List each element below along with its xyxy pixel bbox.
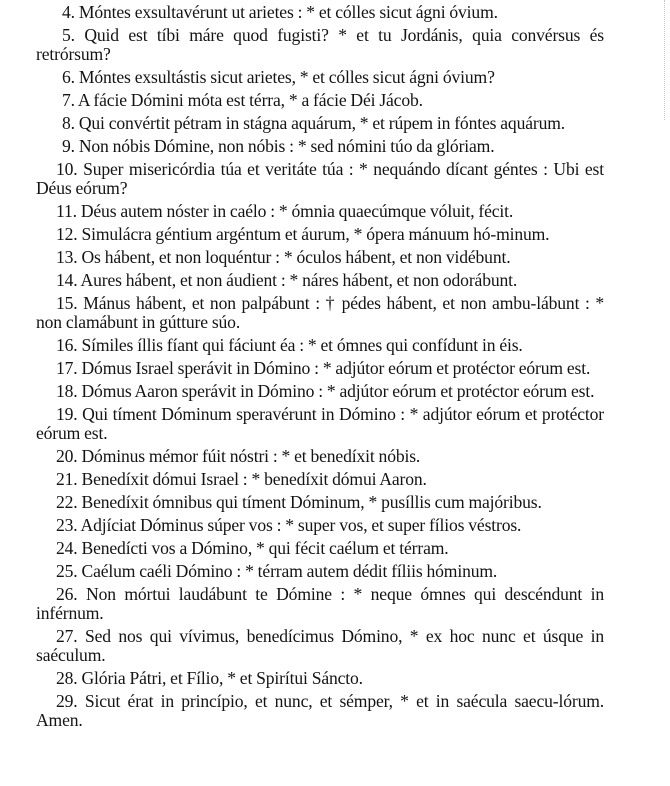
verse-11	[36, 202, 604, 221]
verse-12	[36, 225, 604, 244]
verse-text: Super misericórdia túa et veritáte túa : * nequándo dícant géntes : Ubi est Déus eórum?	[36, 159, 604, 198]
verse-text: Qui tíment Dóminum speravérunt in Dómino : * adjútor eórum et protéctor eórum est.	[36, 404, 604, 443]
verse-8	[36, 114, 604, 133]
verse-17	[36, 359, 604, 378]
verse-27	[36, 627, 604, 665]
verse-number: 28.	[56, 668, 78, 688]
verse-number: 11.	[56, 201, 77, 221]
verse-number: 18.	[56, 381, 78, 401]
verse-text: A fácie Dómini móta est térra, * a fácie Déi Jácob.	[77, 90, 423, 110]
verse-19	[36, 405, 604, 443]
verse-26	[36, 585, 604, 623]
verse-24	[36, 539, 604, 558]
verse-6	[36, 68, 604, 87]
verse-25	[36, 562, 604, 581]
verse-number: 24.	[56, 538, 78, 558]
verse-number: 4.	[62, 2, 75, 22]
verse-text: Non nóbis Dómine, non nóbis : * sed nómini túo da glóriam.	[78, 136, 495, 156]
verse-number: 17.	[56, 358, 78, 378]
verse-number: 25.	[56, 561, 78, 581]
verse-number: 12.	[56, 224, 78, 244]
verse-number: 7.	[62, 90, 75, 110]
psalm-text	[36, 3, 604, 734]
verse-number: 21.	[56, 469, 78, 489]
verse-text: Dómus Israel sperávit in Dómino : * adjútor eórum et protéctor eórum est.	[81, 358, 591, 378]
verse-number: 20.	[56, 446, 78, 466]
verse-text: Dóminus mémor fúit nóstri : * et benedíxit nóbis.	[81, 446, 421, 466]
verse-number: 15.	[56, 293, 78, 313]
verse-text: Mánus hábent, et non palpábunt : † pédes hábent, et non ambu-lábunt : * non clamábunt in gútture súo.	[36, 293, 604, 332]
verse-28	[36, 669, 604, 688]
verse-9	[36, 137, 604, 156]
verse-text: Glória Pátri, et Fílio, * et Spirítui Sáncto.	[81, 668, 363, 688]
verse-number: 8.	[62, 113, 75, 133]
verse-7	[36, 91, 604, 110]
verse-number: 27.	[56, 626, 78, 646]
verse-20	[36, 447, 604, 466]
verse-text: Benedíxit dómui Israel : * benedíxit dómui Aaron.	[81, 469, 427, 489]
verse-13	[36, 248, 604, 267]
verse-text: Aures hábent, et non áudient : * náres hábent, et non odorábunt.	[80, 270, 518, 290]
verse-text: Dómus Aaron sperávit in Dómino : * adjútor eórum et protéctor eórum est.	[81, 381, 595, 401]
verse-22	[36, 493, 604, 512]
verse-23	[36, 516, 604, 535]
verse-number: 5.	[62, 25, 75, 45]
verse-10	[36, 160, 604, 198]
verse-text: Móntes exsultástis sicut arietes, * et cólles sicut ágni óvium?	[78, 67, 495, 87]
verse-15	[36, 294, 604, 332]
verse-text: Adjíciat Dóminus súper vos : * super vos, et super fílios véstros.	[80, 515, 522, 535]
verse-text: Simulácra géntium argéntum et áurum, * ópera mánuum hó-minum.	[81, 224, 550, 244]
verse-text: Sicut érat in princípio, et nunc, et sémper, * et in saécula saecu-lórum. Amen.	[36, 691, 604, 730]
verse-text: Qui convértit pétram in stágna aquárum, * et rúpem in fóntes aquárum.	[78, 113, 566, 133]
verse-16	[36, 336, 604, 355]
verse-text: Móntes exsultavérunt ut arietes : * et cólles sicut ágni óvium.	[78, 2, 498, 22]
page-edge-line	[664, 0, 666, 120]
verse-number: 16.	[56, 335, 78, 355]
verse-14	[36, 271, 604, 290]
verse-text: Os hábent, et non loquéntur : * óculos hábent, et non vidébunt.	[81, 247, 511, 267]
verse-number: 26.	[56, 584, 78, 604]
verse-4	[36, 3, 604, 22]
verse-text: Quid est tíbi máre quod fugisti? * et tu Jordánis, quia convérsus és retrórsum?	[36, 25, 604, 64]
verse-text: Caélum caéli Dómino : * térram autem dédit fíliis hóminum.	[81, 561, 498, 581]
verse-29	[36, 692, 604, 730]
verse-text: Benedíxit ómnibus qui tíment Dóminum, * pusíllis cum majóribus.	[81, 492, 542, 512]
verse-text: Benedícti vos a Dómino, * qui fécit caélum et térram.	[81, 538, 449, 558]
verse-text: Déus autem nóster in caélo : * ómnia quaecúmque vóluit, fécit.	[80, 201, 514, 221]
verse-number: 14.	[56, 270, 78, 290]
verse-number: 29.	[56, 691, 78, 711]
verse-number: 13.	[56, 247, 78, 267]
verse-number: 9.	[62, 136, 75, 156]
verse-18	[36, 382, 604, 401]
verse-number: 19.	[56, 404, 78, 424]
verse-text: Sed nos qui vívimus, benedícimus Dómino, * ex hoc nunc et úsque in saéculum.	[36, 626, 604, 665]
verse-number: 6.	[62, 67, 75, 87]
verse-5	[36, 26, 604, 64]
verse-number: 10.	[56, 159, 78, 179]
verse-text: Símiles íllis fíant qui fáciunt éa : * et ómnes qui confídunt in éis.	[81, 335, 523, 355]
verse-21	[36, 470, 604, 489]
verse-number: 22.	[56, 492, 78, 512]
verse-number: 23.	[56, 515, 78, 535]
verse-text: Non mórtui laudábunt te Dómine : * neque ómnes qui descéndunt in inférnum.	[36, 584, 604, 623]
